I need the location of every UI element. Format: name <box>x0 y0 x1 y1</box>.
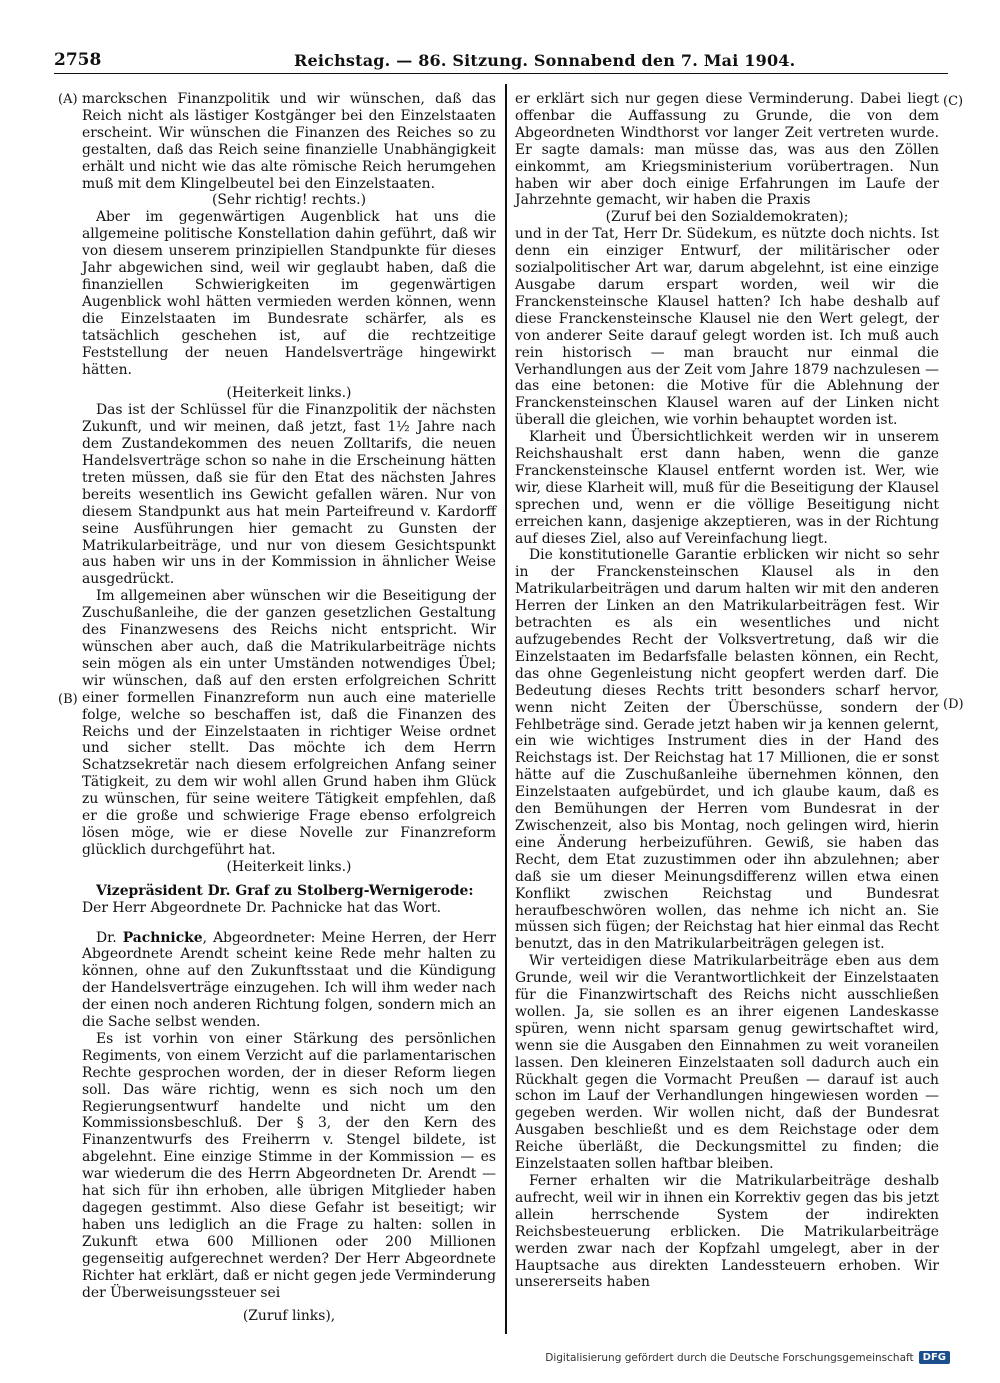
margin-marker-d: (D) <box>943 697 964 712</box>
vice-president-line <box>82 883 496 900</box>
paragraph: Das ist der Schlüssel für die Finanzpolitik der nächsten Zukunft, und wir meinen, daß jetzt, fast 1½ Jahre nach dem Zustandekommen des neuen Zolltarifs, die neuen Handelsverträge schon so nahe in die Erscheinung hätten treten müssen, daß sie für den Etat des nächsten Jahres bereits wesentlich ins Gewicht gefallen wären. Nur von diesem Standpunkt aus hat mein Parteifreund v. Kardorff seine Ausführungen hier gemacht zu Gunsten der Matrikularbeiträge, und nur von diesem Gesichtspunkt aus haben wir uns in der Kommission in ähnlicher Weise ausgedrückt. <box>82 402 496 588</box>
speaker-paragraph <box>82 930 496 1031</box>
paragraph: Die konstitutionelle Garantie erblicken wir nicht so sehr in der Franckensteinschen Klausel als in den Matrikularbeiträgen und darum halten wir mit den anderen Herren der Linken an den Matrikularbeiträgen fest. Wir betrachten es als ein wesentliches und nicht aufzugebendes Recht der Volksvertretung, daß wir die Einzelstaaten im Bedarfsfalle belasten können, ein Recht, das ohne Gegenleistung nicht geopfert werden darf. Die Bedeutung dieses Rechts tritt besonders scharf hervor, wenn nicht Zeiten der Überschüsse, sondern der Fehlbeträge sind. Gerade jetzt haben wir ja kennen gelernt, ein wie wichtiges Instrument dies in der Hand des Reichstags ist. Der Reichstag hat 17 Millionen, die er sonst hätte auf die Zuschußanleihe übernehmen können, den Einzelstaaten aufgebürdet, und ich glaube kaum, daß es den Bemühungen der Herren vom Bundesrat in der Zwischenzeit, also bis Montag, noch gelingen wird, hierin eine Änderung herbeizuführen. Gewiß, sie haben das Recht, dem Etat zuzustimmen oder ihn abzulehnen; aber daß sie um dieser Meinungsdifferenz willen etwa einen Konflikt zwischen Reichstag und Bundesrat heraufbeschwören wollen, das nehme ich nicht an. Sie müssen sich fügen; der Reichstag hat hier einmal das Recht benutzt, das in den Matrikularbeiträgen gelegen ist. <box>515 547 939 953</box>
interjection: (Heiterkeit links.) <box>226 858 352 875</box>
paragraph: Aber im gegenwärtigen Augenblick hat uns die allgemeine politische Konstellation dahin geführt, daß wir von diesem unserem prinzipiellen Standpunkte für dieses Jahr abgewichen sind, weil wir geglaubt haben, daß die finanziellen Schwierigkeiten im gegenwärtigen Augenblick wohl hätten vermieden werden können, wenn die Einzelstaaten im Bundesrate schärfer, als es tatsächlich geschehen ist, auf die rechtzeitige Feststellung der neuen Handelsverträge hingewirkt hätten. <box>82 209 496 378</box>
footer-text: Digitalisierung gefördert durch die Deutsche Forschungsgemeinschaft <box>545 1351 914 1364</box>
margin-marker-c: (C) <box>943 94 964 109</box>
paragraph: Klarheit und Übersichtlichkeit werden wir in unserem Reichshaushalt erst dann haben, wenn die ganze Franckensteinsche Klausel entfernt worden ist. Wer, wie wir, diese Klarheit will, muß für die Beseitigung der Klausel sprechen und, wenn er die völlige Beseitigung nicht erreichen kann, dasjenige akzeptieren, was in der Richtung auf dieses Ziel, also auf Vereinfachung liegt. <box>515 429 939 547</box>
page-header <box>54 44 948 74</box>
right-column <box>515 91 939 1291</box>
column-divider <box>505 84 507 1334</box>
margin-marker-a: (A) <box>58 92 78 107</box>
interjection: (Sehr richtig! rechts.) <box>211 192 366 209</box>
paragraph: Wir verteidigen diese Matrikularbeiträge eben aus dem Grunde, weil wir die Verantwortlichkeit der Einzelstaaten für die Finanzwirtschaft des Reichs nicht ausschließen wollen. Ja, sie sollen es an ihrer eigenen Landeskasse spüren, wenn nicht sparsam genug gewirtschaftet wird, wenn sie die Ausgaben den Einnahmen zu weit voraneilen lassen. Den kleineren Einzelstaaten soll dadurch auch ein Rückhalt gegen die Vormacht Preußen — darauf ist auch schon im Lauf der Verhandlungen hingewiesen worden — gegeben werden. Wir wollen nicht, daß der Bundesrat Ausgaben beschließt und es dem Reichstage oder dem Reiche überläßt, die Deckungsmittel zu finden; die Einzelstaaten sollen haftbar bleiben. <box>515 953 939 1173</box>
left-column <box>82 91 496 1325</box>
margin-marker-b: (B) <box>58 692 78 707</box>
speaker-title: Dr. <box>96 929 123 946</box>
page-number: 2758 <box>54 50 102 70</box>
dfg-logo-icon: DFG <box>919 1351 950 1364</box>
interjection: (Heiterkeit links.) <box>226 385 352 402</box>
paragraph: und in der Tat, Herr Dr. Südekum, es nützte doch nichts. Ist denn ein einziger Entwurf, der militärischer oder sozialpolitischer Art war, darum abgelehnt, ist eine einzige Ausgabe darum erspart worden, weil wir die Franckensteinsche Klausel hatten? Ich habe deshalb auf diese Franckensteinsche Klausel nie den Wert gelegt, der von anderer Seite darauf gelegt worden ist. Ich muß auch rein historisch — man braucht nur einmal die Verhandlungen aus der Zeit vom Jahre 1879 nachzulesen — das eine betonen: die Motive für die Ablehnung der Franckensteinschen Klausel waren auf der Linken nicht überall die gleichen, wie vorhin behauptet worden ist. <box>515 226 939 429</box>
paragraph: Es ist vorhin von einer Stärkung des persönlichen Regiments, von einem Verzicht auf die parlamentarischen Rechte gesprochen worden, der in dieser Reform liegen soll. Das wäre richtig, wenn es sich noch um den Regierungsentwurf handelte und nicht um den Kommissionsbeschluß. Der § 3, der den Kern des Finanzentwurfs des Freiherrn v. Stengel bildete, ist abgelehnt. Eine einzige Stimme in der Kommission — es war wiederum die des Herrn Abgeordneten Dr. Arendt — hat sich für ihn erhoben, alle übrigen Mitglieder haben dagegen gestimmt. Also diese Gefahr ist beseitigt; wir haben uns lediglich an die Frage zu halten: sollen in Zukunft etwa 600 Millionen oder 200 Millionen gegenseitig aufgerechnet werden? Der Herr Abgeordnete Richter hat erklärt, daß er nicht gegen jede Verminderung der Überweisungssteuer sei <box>82 1030 496 1301</box>
digitization-note <box>545 1351 950 1364</box>
interjection: (Zuruf links), <box>242 1308 336 1325</box>
paragraph: Im allgemeinen aber wünschen wir die Beseitigung der Zuschußanleihe, die der ganzen gesetzlichen Gestaltung des Finanzwesens des Reichs nicht entspricht. Wir wünschen aber auch, daß die Matrikularbeiträge nichts sein mögen als ein unter Umständen notwendiges Übel; wir wünschen, daß auf den ersten erfolgreichen Schritt einer formellen Finanzreform nun auch eine materielle folge, welche so beschaffen ist, daß die Finanzen des Reichs und der Einzelstaaten in richtiger Weise ordnet und sicher stellt. Das möchte ich dem Herrn Schatzsekretär nach diesem erfolgreichen Anfang seiner Tätigkeit, zu dem wir wohl allen Grund haben ihm Glück zu wünschen, für seine weitere Tätigkeit empfehlen, daß er die große und schwierige Frage ebenso erfolgreich lösen möge, wie er diese Novelle zur Finanzreform glücklich durchgeführt hat. <box>82 588 496 858</box>
paragraph: er erklärt sich nur gegen diese Verminderung. Dabei liegt offenbar die Auffassung zu Grunde, die von dem Abgeordneten Windthorst vor langer Zeit vertreten wurde. Er sagte damals: man müsse das, was aus den Zöllen einkommt, am Kriegsministerium vorübertragen. Nun haben wir aber doch einige Erfahrungen im Laufe der Jahrzehnte gemacht, wir haben die Praxis <box>515 91 939 209</box>
interjection: (Zuruf bei den Sozialdemokraten); <box>605 209 849 226</box>
speaker-name: Pachnicke <box>122 929 203 946</box>
running-title: Reichstag. — 86. Sitzung. Sonnabend den 7. Mai 1904. <box>294 51 796 70</box>
speech-text: , Abgeordneter: Meine Herren, der Herr Abgeordnete Arendt scheint keine Rede mehr halten zu können, ohne auf den Zukunftsstaat und die Kündigung der Handelsverträge einzugehen. Ich will ihm weder nach der einen noch anderen Richtung folgen, sondern mich an die Sache selbst wenden. <box>82 929 497 1031</box>
speaker-name: Vizepräsident Dr. Graf zu Stolberg-Wernigerode: <box>96 882 474 899</box>
paragraph: Ferner erhalten wir die Matrikularbeiträge deshalb aufrecht, weil wir in ihnen ein Korrektiv gegen das bis jetzt allein herrschende System der indirekten Reichsbesteuerung erblicken. Die Matrikularbeiträge werden zwar nach der Kopfzahl umgelegt, aber in der Hauptsache aus direkten Landessteuern erhoben. Wir unsererseits haben <box>515 1173 939 1291</box>
paragraph: Der Herr Abgeordnete Dr. Pachnicke hat das Wort. <box>82 899 442 916</box>
paragraph: marckschen Finanzpolitik und wir wünschen, daß das Reich nicht als lästiger Kostgänger bei den Einzelstaaten erscheint. Wir wünschen die Finanzen des Reiches so zu gestalten, daß das Reich seine finanzielle Unabhängigkeit erhält und nicht wie das alte römische Reich herumgehen muß mit dem Klingelbeutel bei den Einzelstaaten. <box>82 91 496 192</box>
